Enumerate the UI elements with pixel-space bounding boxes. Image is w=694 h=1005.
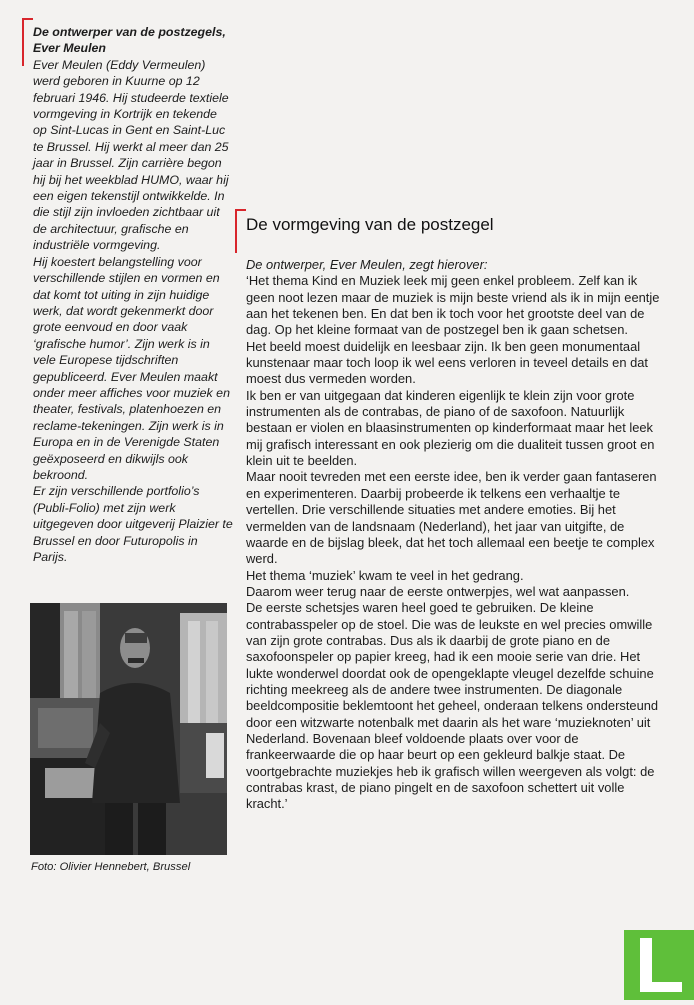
biography-title-line2: Ever Meulen [33,41,106,56]
article-paragraph-2: Het beeld moest duidelijk en leesbaar zijn. Ik ben geen monumentaal kunstenaar maar toch loop ik wel eens verloren in teveel details en dat moest dus vermeden worden. [246,338,648,387]
article-paragraph-6: Daarom weer terug naar de eerste ontwerpjes, wel wat aanpassen. [246,583,630,599]
article-intro: De ontwerper, Ever Meulen, zegt hierover: [246,257,488,272]
biography-title-line1: De ontwerper van de postzegels, [33,25,226,39]
article-paragraph-7: De eerste schetsjes waren heel goed te gebruiken. De kleine contrabasspeler op de stoel. Die was de leukste en wel precies omwille van zijn grote contrabas. Dus als ik daarbij de grote piano en de saxofoonspeler op papier kreeg, had ik een mooie serie van drie. Het lukte wonderwel doordat ook de opengeklapte vleugel dezelfde schuine richting meekreeg als de andere twee instrumenten. De diagonale beeldcompositie beklemtoont het geheel, onderaan telkens ondersteund door een witzwarte notenbalk met daarin als het ware ‘muzieknoten’ uit Nederland. Bovenaan bleef voldoende plaats over voor de frankeerwaarde die op haar beurt op een gekleurd balkje staat. De voortgebrachte muziekjes heb ik grafisch willen weergeven als volgt: de contrabas krast, de piano pingelt en de saxofoon schettert uit volle kracht.’ [246,600,659,812]
red-corner-mark [235,209,246,253]
biography-paragraph-2: Hij koestert belangstelling voor verschillende stijlen en vormen en dat komt tot uiting in zijn huidige werk, dat wordt gekenmerkt door grote eenvoud en door vaak ‘grafische humor’. Zijn werk is in vele Europese tijdschriften gepubliceerd. Ever Meulen maakt onder meer affiches voor muziek en theater, festivals, platenhoezen en reclame-tekeningen. Zijn werk is in Europa en in de Verenigde Staten geëxposeerd en dikwijls ook bekroond. [33,254,230,482]
biography-title [33,24,233,57]
red-corner-mark [22,18,33,66]
article-paragraph-3: Ik ben er van uitgegaan dat kinderen eigenlijk te klein zijn voor grote instrumenten als de contrabas, de piano of de saxofoon. Natuurlijk bestaan er violen en blaasinstrumenten op kinderformaat maar het leek mij grafisch interessant en ook plezierig om die dualiteit tussen groot en klein uit te beelden. [246,387,655,469]
green-logo-icon [624,930,694,1000]
main-article-column [246,214,668,813]
photo-caption: Foto: Olivier Hennebert, Brussel [31,861,191,873]
biography-paragraph-3: Er zijn verschillende portfolio’s (Publi-Folio) met zijn werk uitgegeven door uitgeverij Plaizier te Brussel en door Futuropolis in Parijs. [33,484,233,564]
biography-column [33,24,233,565]
biography-paragraph-1: Ever Meulen (Eddy Vermeulen) werd geboren in Kuurne op 12 februari 1946. Hij studeerde textiele vormgeving in Kortrijk en tekende op Sint-Lucas in Gent en Saint-Luc te Brussel. Hij werkt al meer dan 25 jaar in Brussel. Zijn carrière begon hij bij het weekblad HUMO, waar hij een eigen tekenstijl ontwikkelde. In die stijl zijn invloeden zichtbaar uit de architectuur, grafische en industriële vormgeving. [33,57,229,253]
section-title: De vormgeving van de postzegel [246,215,494,234]
designer-photo [30,603,227,855]
article-paragraph-5: Het thema ‘muziek’ kwam te veel in het gedrang. [246,567,524,583]
article-paragraph-1: ‘Het thema Kind en Muziek leek mij geen enkel probleem. Zelf kan ik geen noot lezen maar de muziek is mijn beste vriend als ik in mijn eentje aan het tekenen ben. En dat ben ik toch voor het grootste deel van de dag. Op het kleine formaat van de postzegel ben ik gaan schetsen. [246,273,660,338]
article-paragraph-4: Maar nooit tevreden met een eerste idee, ben ik verder gaan fantaseren en experimenteren. Daarbij probeerde ik telkens een verhaaltje te vertellen. Drie verschillende situaties met andere emoties. Bij het vermelden van de landsnaam (Nederland), het jaar van uitgifte, de waarde en de bijslag bleek, dat het toch allemaal een beetje te complex werd. [246,469,657,567]
